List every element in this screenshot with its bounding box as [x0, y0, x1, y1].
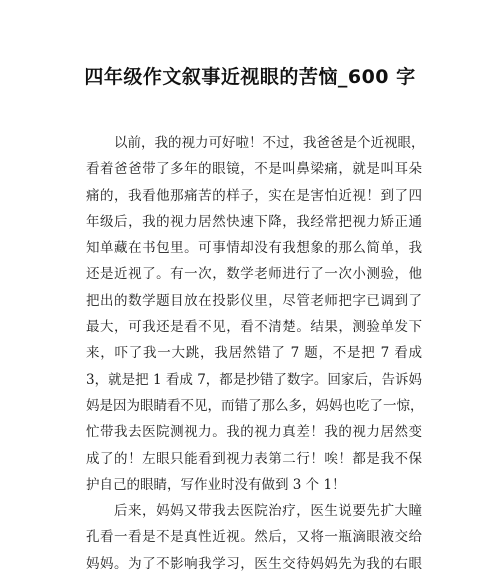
- text-line-7: 把出的数学题目放在投影仪里，尽管老师把字已调到了: [86, 292, 422, 309]
- text-line-16: 孔看一看是不是真性近视。然后，又将一瓶滴眼液交给: [86, 529, 422, 546]
- text-line-5: 知单藏在书包里。可事情却没有我想象的那么简单，我: [86, 240, 422, 257]
- text-line-1: 以前，我的视力可好啦！不过，我爸爸是个近视眼，: [114, 135, 425, 151]
- text-line-2: 看着爸爸带了多年的眼镜，不是叫鼻梁痛，就是叫耳朵: [86, 161, 422, 178]
- text-line-12: 忙带我去医院测视力。我的视力真差！我的视力居然变: [86, 424, 422, 441]
- text-line-15: 后来，妈妈又带我去医院治疗，医生说要先扩大瞳: [114, 503, 422, 520]
- text-line-10: 3，就是把 1 看成 7，都是抄错了数字。回家后，告诉妈: [86, 371, 422, 388]
- text-line-3: 痛的，我看他那痛苦的样子，实在是害怕近视！到了四: [86, 187, 422, 204]
- text-line-17: 妈妈。为了不影响我学习，医生交待妈妈先为我的右眼: [86, 555, 422, 572]
- text-line-4: 年级后，我的视力居然快速下降，我经常把视力矫正通: [86, 213, 422, 230]
- text-line-9: 来，吓了我一大跳，我居然错了 7 题，不是把 7 看成: [86, 345, 422, 362]
- text-line-14: 护自己的眼睛，写作业时没有做到 3 个 1！: [86, 476, 346, 493]
- text-line-11: 妈是因为眼睛看不见，而错了那么多，妈妈也吃了一惊，: [86, 397, 424, 414]
- text-line-8: 最大，可我还是看不见，看不清楚。结果，测验单发下: [86, 319, 422, 336]
- document-title: 四年级作文叙事近视眼的苦恼_600 字: [84, 66, 416, 88]
- text-line-6: 还是近视了。有一次，数学老师进行了一次小测验，他: [86, 266, 422, 283]
- text-line-13: 成了的！左眼只能看到视力表第二行！唉！都是我不保: [86, 450, 422, 467]
- essay-body: [86, 130, 425, 577]
